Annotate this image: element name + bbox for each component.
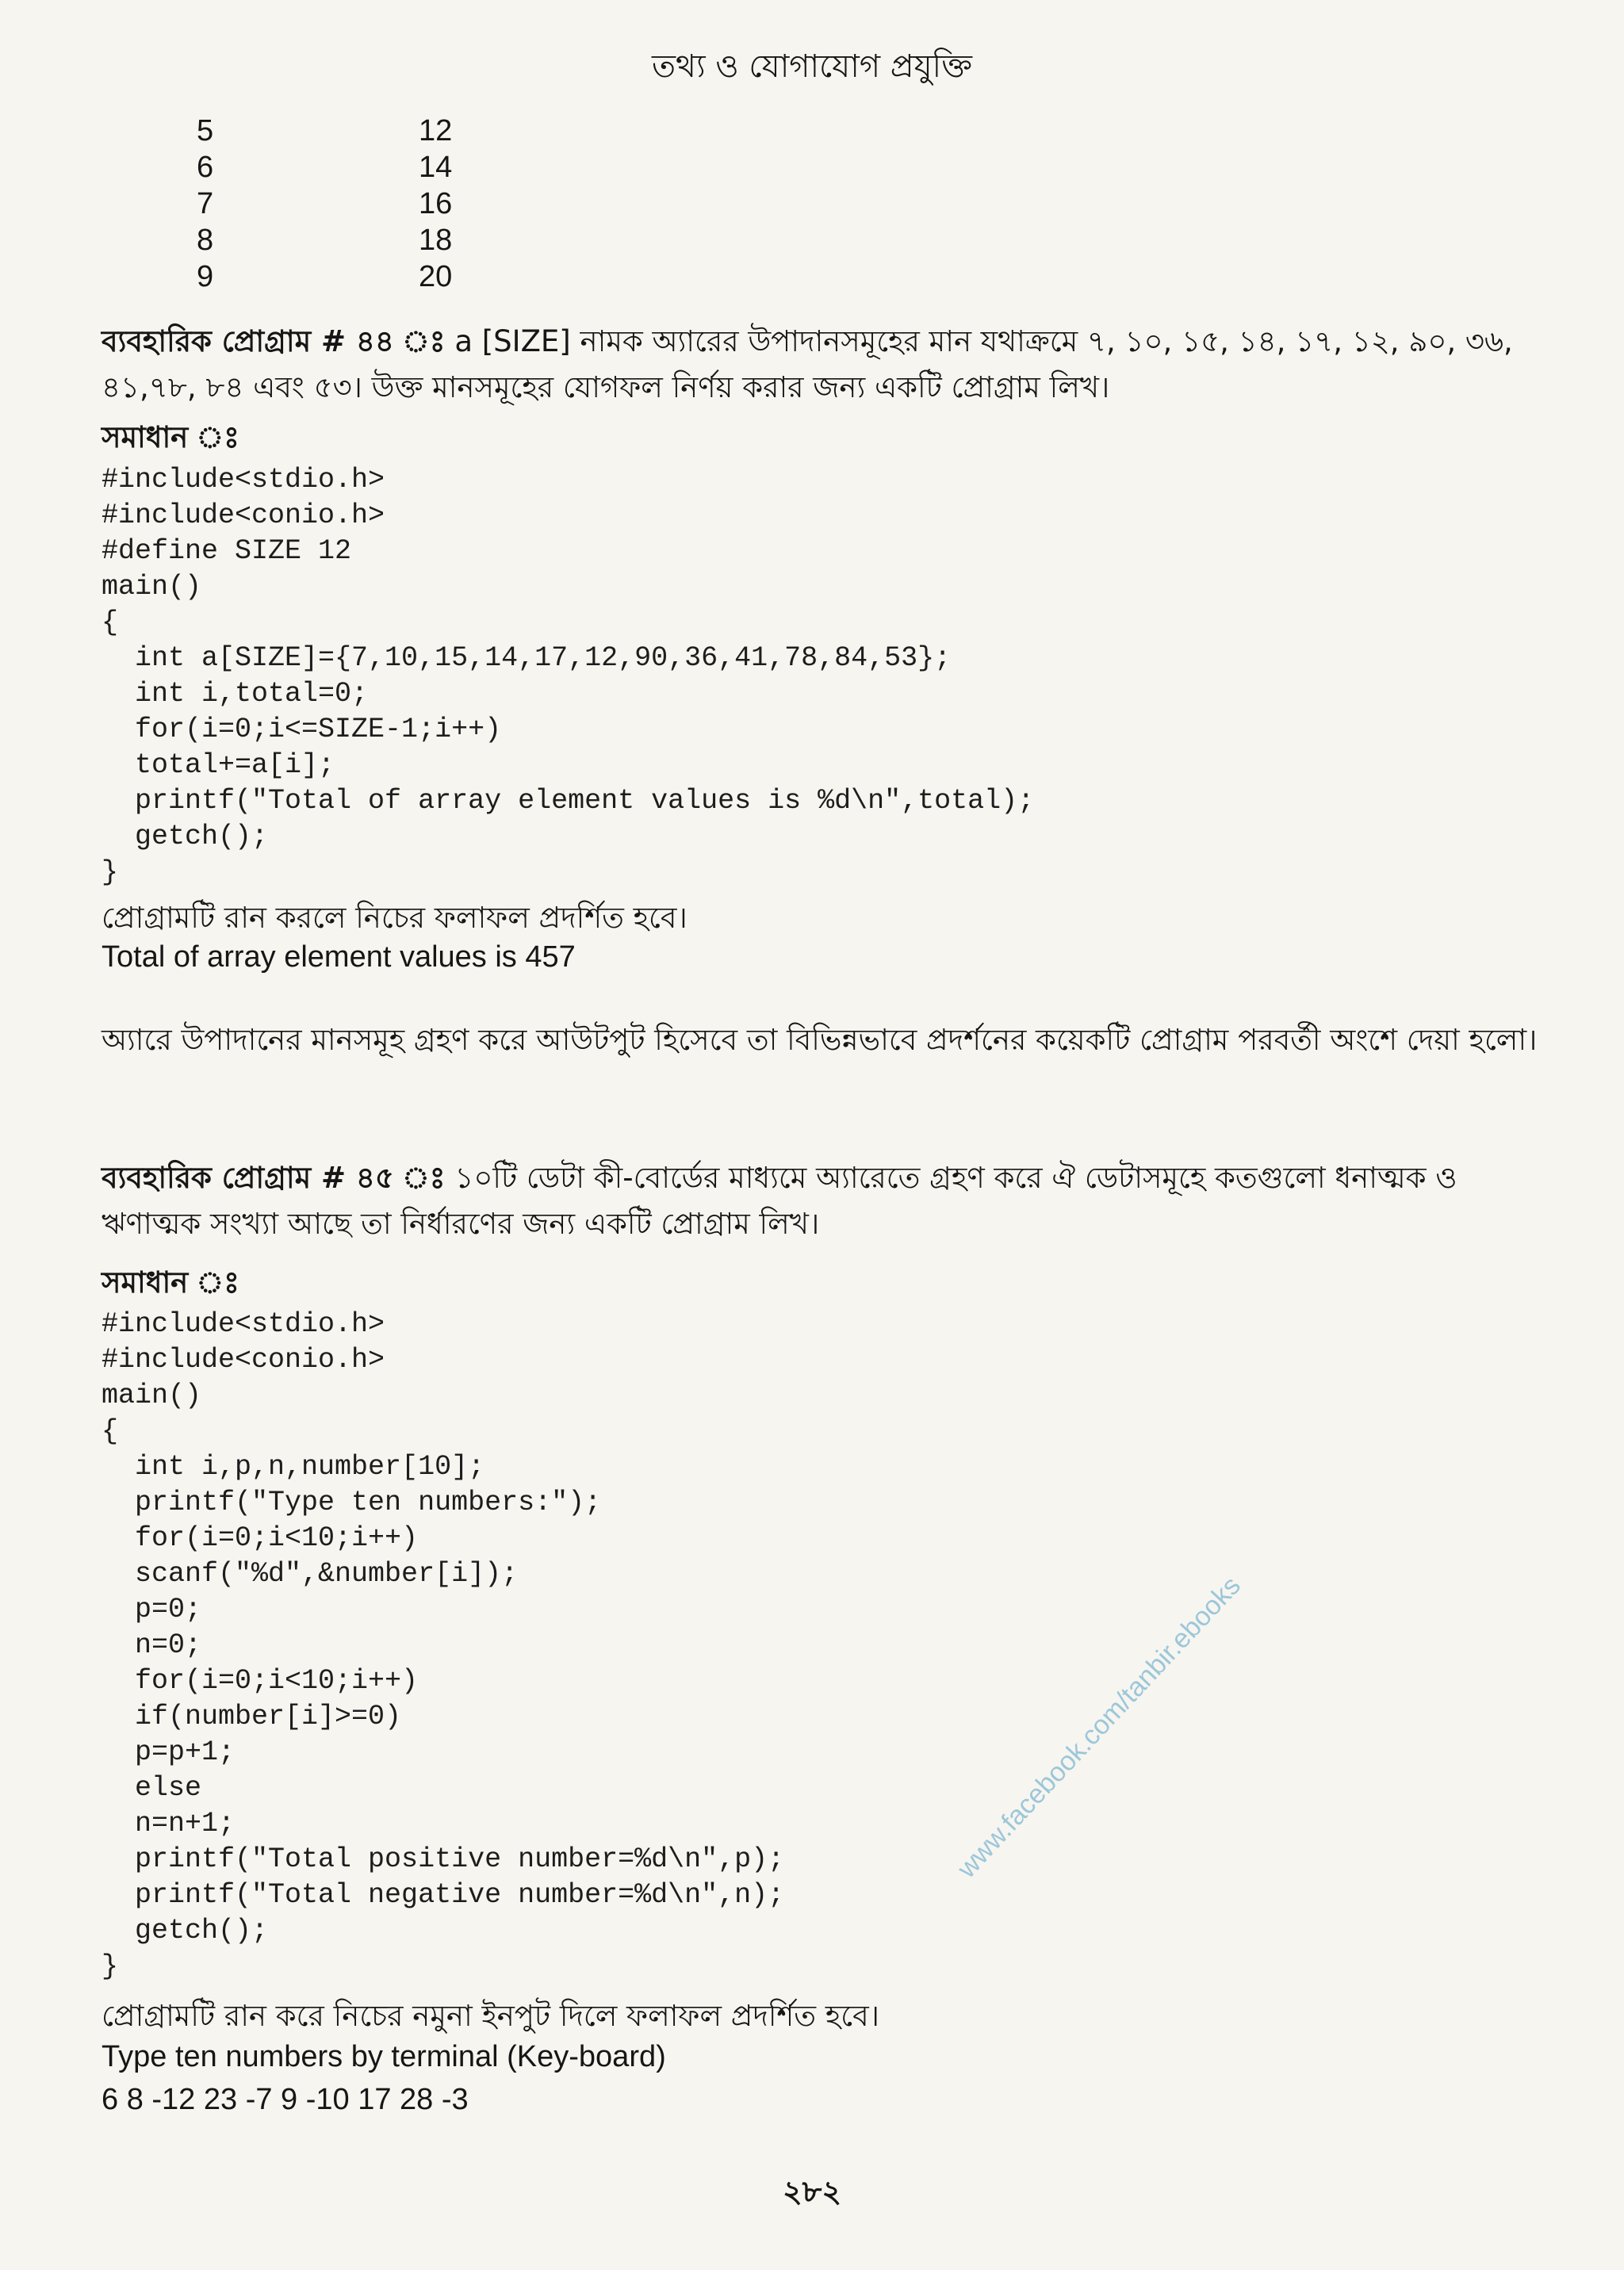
- program44-solution-label: সমাধান ঃ: [102, 420, 239, 454]
- program45-solution-label: সমাধান ঃ: [102, 1265, 239, 1300]
- program45-output-line1: Type ten numbers by terminal (Key-board): [102, 2040, 666, 2073]
- program44-run-text: প্রোগ্রামটি রান করলে নিচের ফলাফল প্রদর্শিত হবে।: [102, 901, 688, 935]
- page-number: ২৮২: [782, 2174, 842, 2209]
- table-row: [197, 222, 452, 258]
- table-cell: 14: [419, 151, 453, 184]
- program45-label: ব্যবহারিক প্রোগ্রাম # ৪৫ ঃ: [102, 1161, 446, 1195]
- table-cell: 5: [197, 114, 214, 147]
- table-row: [197, 113, 452, 149]
- program44-question-text: a [SIZE] নামক অ্যারের উপাদানসমূহের মান যথাক্রমে ৭, ১০, ১৫, ১৪, ১৭, ১২, ৯০, ৩৬, ৪১,৭৮, ৮৪ এবং ৫৩। উক্ত মানসমূহের যোগফল নির্ণয় করার জন্য একটি প্রোগ্রাম লিখ।: [102, 324, 1513, 404]
- table-cell: 12: [419, 114, 453, 147]
- table-cell: 9: [197, 260, 214, 293]
- program45-question-text: ১০টি ডেটা কী-বোর্ডের মাধ্যমে অ্যারেতে গ্রহণ করে ঐ ডেটাসমূহে কতগুলো ধনাত্মক ও ঋণাত্মক সংখ্যা আছে তা নির্ধারণের জন্য একটি প্রোগ্রাম লিখ।: [102, 1161, 1457, 1241]
- table-cell: 16: [419, 187, 453, 220]
- table-row: [197, 258, 452, 295]
- table-row: [197, 149, 452, 186]
- watermark: www.facebook.com/tanbir.ebooks: [952, 1570, 1247, 1884]
- program44-output: Total of array element values is 457: [102, 940, 576, 974]
- table-cell: 18: [419, 224, 453, 257]
- program44-label: ব্যবহারিক প্রোগ্রাম # ৪৪ ঃ: [102, 324, 446, 358]
- output-table: [197, 113, 452, 295]
- table-cell: 20: [419, 260, 453, 293]
- program45-run-text: প্রোগ্রামটি রান করে নিচের নমুনা ইনপুট দিলে ফলাফল প্রদর্শিত হবে।: [102, 1999, 879, 2033]
- program45-question: [102, 1155, 1561, 1247]
- table-row: [197, 186, 452, 222]
- table-cell: 6: [197, 151, 214, 184]
- program44-code: #include<stdio.h> #include<conio.h> #define SIZE 12 main() { int a[SIZE]={7,10,15,14,17,12,90,36,41,78,84,53}; int i,total=0; for(i=0;i<=SIZE-1;i++) total+=a[i]; printf("Total of array element values is %d\n",total); getch(); }: [102, 464, 1035, 888]
- program45-code: #include<stdio.h> #include<conio.h> main() { int i,p,n,number[10]; printf("Type ten numbers:"); for(i=0;i<10;i++) scanf("%d",&number[i]); p=0; n=0; for(i=0;i<10;i++) if(number[i]>=0) p=p+1; else n=n+1; printf("Total positive number=%d\n",p); printf("Total negative number=%d\n",n); getch(); }: [102, 1308, 785, 1982]
- table-cell: 8: [197, 224, 214, 257]
- program44-question: [102, 319, 1561, 411]
- table-cell: 7: [197, 187, 214, 220]
- intro-paragraph: অ্যারে উপাদানের মানসমূহ গ্রহণ করে আউটপুট হিসেবে তা বিভিন্নভাবে প্রদর্শনের কয়েকটি প্রোগ্রাম পরবর্তী অংশে দেয়া হলো।: [102, 1023, 1538, 1057]
- page-header: তথ্য ও যোগাযোগ প্রযুক্তি: [652, 48, 972, 85]
- program45-output-line2: 6 8 -12 23 -7 9 -10 17 28 -3: [102, 2083, 469, 2116]
